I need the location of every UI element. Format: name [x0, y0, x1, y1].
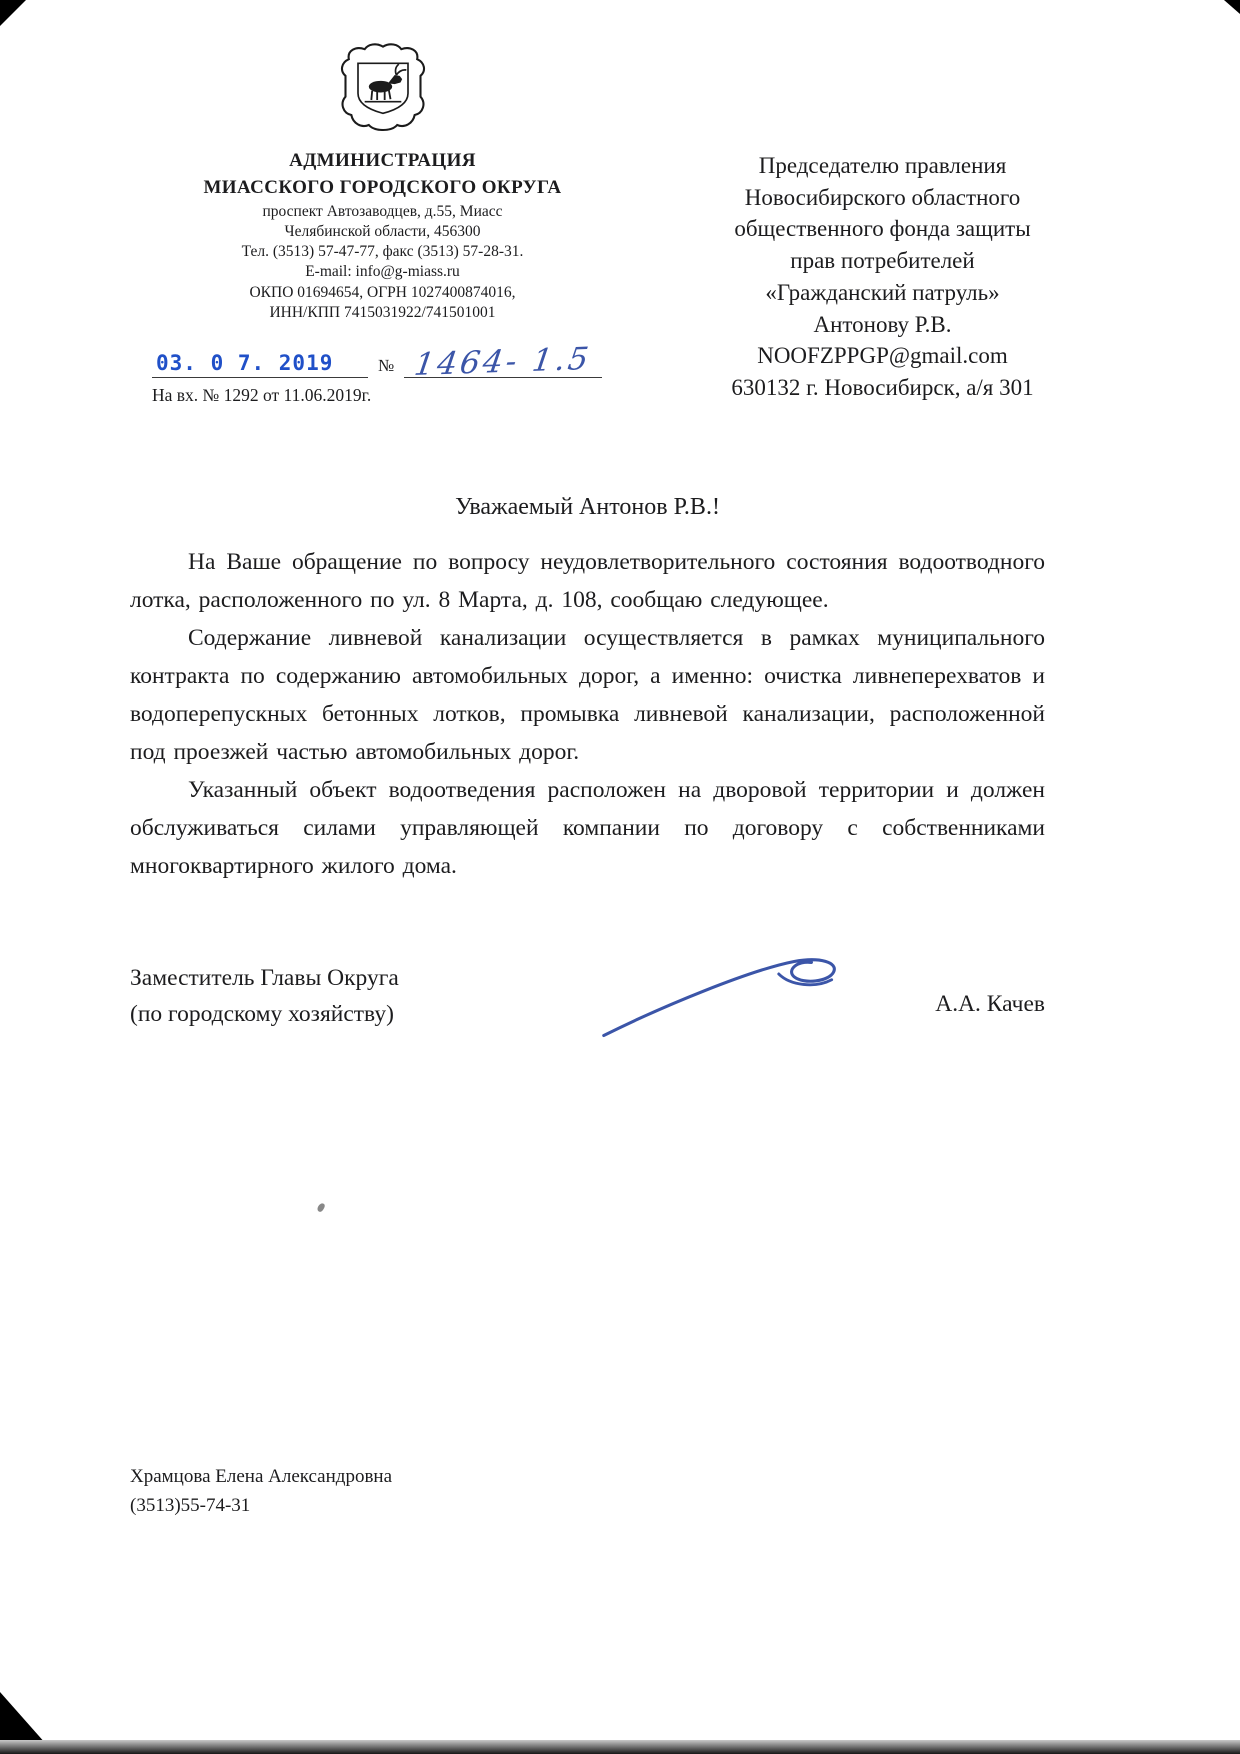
scan-artifact-bottom-edge [0, 1740, 1240, 1754]
org-phone-line: Тел. (3513) 57-47-77, факс (3513) 57-28-31. [241, 243, 524, 261]
scan-artifact-corner-bottom-left [0, 1692, 46, 1744]
sender-block [130, 40, 635, 406]
recipient-line: «Гражданский патруль» [765, 279, 1000, 305]
recipient-line: Новосибирского областного [744, 184, 1021, 210]
org-registry-line1: ОКПО 01694654, ОГРН 1027400874016, [249, 283, 516, 301]
recipient-block [655, 40, 1110, 406]
body-paragraph-1: На Ваше обращение по вопросу неудовлетворительного состояния водоотводного лотка, расположенного по ул. 8 Марта, д. 108, сообщаю следующее. [130, 548, 1045, 613]
org-email-line: E-mail: info@g-miass.ru [305, 263, 460, 281]
org-name-line1: АДМИНИСТРАЦИЯ [289, 150, 476, 171]
scan-artifact-speck [316, 1202, 326, 1213]
signer-name: А.А. Качев [935, 991, 1045, 1018]
recipient-line: Председателю правления [758, 153, 1007, 178]
date-stamp: 03. 0 7. 2019 [156, 350, 334, 375]
incoming-reference: На вх. № 1292 от 11.06.2019г. [152, 384, 372, 405]
signature-block [130, 961, 1045, 1032]
outgoing-number-handwritten: 1464- 1.5 [412, 340, 595, 383]
signer-title-line2: (по городскому хозяйству) [130, 1000, 394, 1027]
signer-title [130, 961, 399, 1032]
recipient-line: Антонову Р.В. [813, 311, 952, 337]
recipient-line: общественного фонда защиты [734, 216, 1031, 242]
reference-row [152, 340, 635, 383]
recipient-postal-address: 630132 г. Новосибирск, а/я 301 [731, 375, 1034, 401]
coat-of-arms-icon [333, 40, 433, 140]
executor-phone: (3513)55-74-31 [130, 1495, 251, 1517]
scan-artifact-corner-top-right [1224, 0, 1240, 14]
signer-title-line1: Заместитель Главы Округа [130, 965, 399, 992]
recipient-email: NOOFZPPGP@gmail.com [757, 343, 1008, 369]
letterhead [130, 40, 1110, 406]
handwritten-signature-icon [598, 945, 848, 1056]
outgoing-number-field [404, 340, 602, 383]
scan-artifact-corner-top-left [0, 0, 26, 26]
body-paragraph-3: Указанный объект водоотведения расположен на дворовой территории и должен обслуживаться силами управляющей компании по договору с собственниками многоквартирного жилого дома. [130, 777, 1045, 880]
org-address-line1: проспект Автозаводцев, д.55, Миасс [262, 202, 503, 220]
letter-body [130, 494, 1045, 886]
body-paragraph-2: Содержание ливневой канализации осуществляется в рамках муниципального контракта по содержанию автомобильных дорог, а именно: очистка ливнеперехватов и водоперепускных бетонных лотков, промывка ливневой канализации, расположенной под проезжей частью автомобильных дорог. [130, 624, 1045, 766]
salutation: Уважаемый Антонов Р.В.! [455, 493, 720, 520]
executor-contact [130, 1462, 392, 1521]
org-name-line2: МИАССКОГО ГОРОДСКОГО ОКРУГА [203, 176, 562, 198]
org-registry-line2: ИНН/КПП 7415031922/741501001 [269, 303, 496, 321]
org-address-line2: Челябинской области, 456300 [284, 223, 481, 241]
executor-name: Храмцова Елена Александровна [130, 1466, 393, 1487]
number-label: № [378, 355, 395, 375]
recipient-line: прав потребителей [790, 248, 975, 274]
date-stamp-field [152, 351, 368, 378]
